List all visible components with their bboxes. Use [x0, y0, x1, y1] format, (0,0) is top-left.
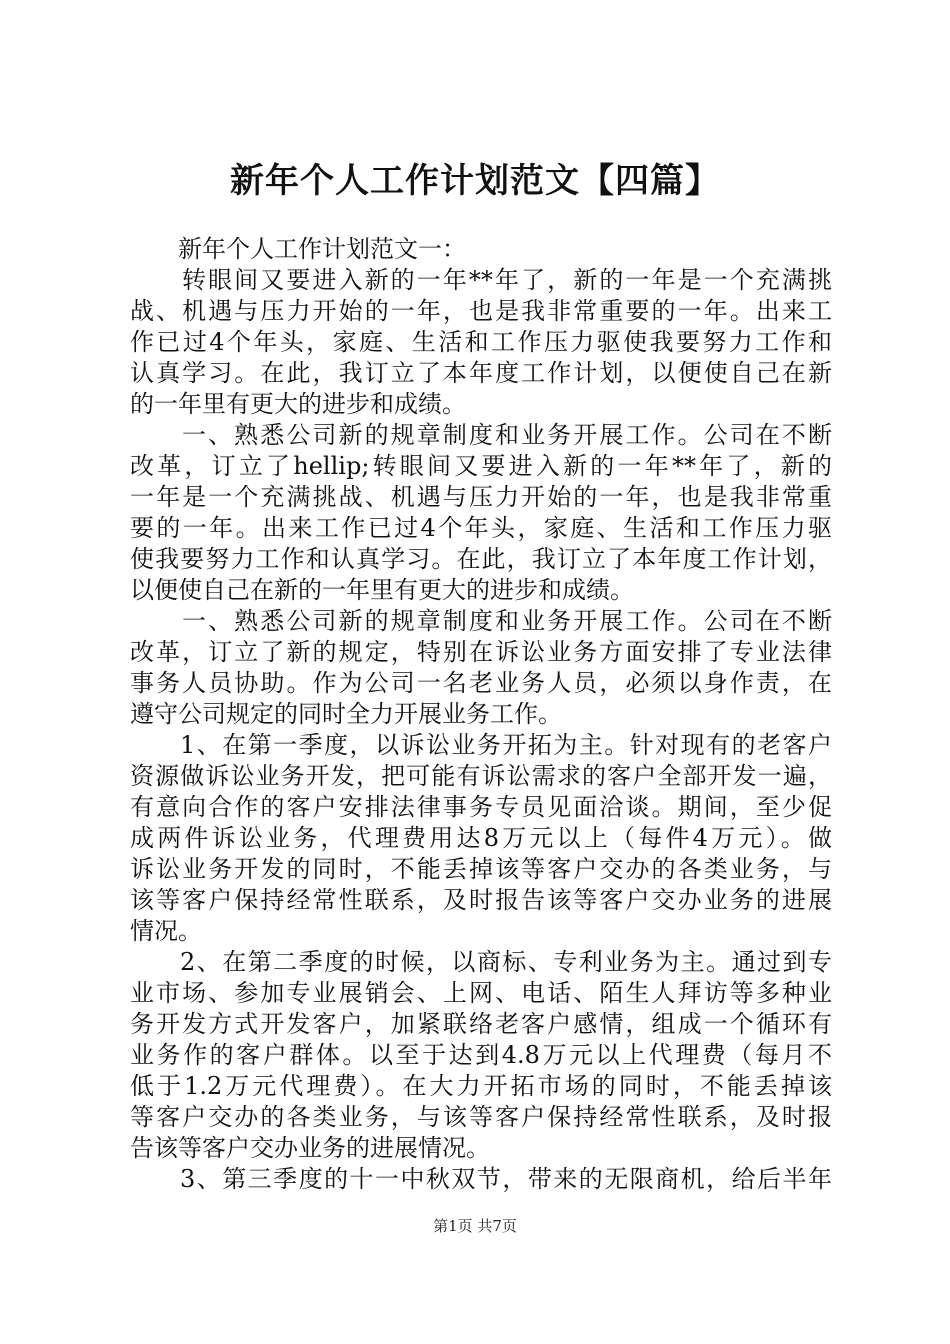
- paragraph-line: 2、在第二季度的时候，以商标、专利业务为主。通过到专: [180, 948, 832, 976]
- paragraph-line: 要的一年。出来工作已过4个年头，家庭、生活和工作压力驱: [130, 514, 832, 542]
- paragraph-line: 成两件诉讼业务，代理费用达8万元以上（每件4万元）。做: [130, 824, 832, 852]
- document-title: 新年个人工作计划范文【四篇】: [230, 161, 720, 201]
- paragraph-line: 有意向合作的客户安排法律事务专员见面洽谈。期间，至少促: [130, 793, 832, 821]
- paragraph-line: 情况。: [130, 917, 202, 945]
- paragraph-line: 一、熟悉公司新的规章制度和业务开展工作。公司在不断: [182, 421, 832, 449]
- paragraph-line: 告该等客户交办业务的进展情况。: [130, 1134, 490, 1162]
- paragraph-line: 事务人员协助。作为公司一名老业务人员，必须以身作责，在: [130, 669, 832, 697]
- paragraph-line: 资源做诉讼业务开发，把可能有诉讼需求的客户全部开发一遍，: [130, 762, 832, 790]
- paragraph-line: 务开发方式开发客户，加紧联络老客户感情，组成一个循环有: [130, 1010, 832, 1038]
- paragraph-line: 一年是一个充满挑战、机遇与压力开始的一年，也是我非常重: [130, 483, 832, 511]
- paragraph-line: 的一年里有更大的进步和成绩。: [130, 390, 466, 418]
- paragraph-line: 使我要努力工作和认真学习。在此，我订立了本年度工作计划，: [130, 545, 832, 573]
- paragraph-line: 该等客户保持经常性联系，及时报告该等客户交办业务的进展: [130, 886, 832, 914]
- paragraph-line: 战、机遇与压力开始的一年，也是我非常重要的一年。出来工: [130, 297, 832, 325]
- paragraph-line: 作已过4个年头，家庭、生活和工作压力驱使我要努力工作和: [130, 328, 832, 356]
- page-footer: 第1页 共7页: [433, 1217, 517, 1235]
- paragraph-line: 低于1.2万元代理费）。在大力开拓市场的同时，不能丢掉该: [130, 1072, 832, 1100]
- paragraph-line: 转眼间又要进入新的一年**年了，新的一年是一个充满挑: [182, 266, 832, 294]
- paragraph-line: 诉讼业务开发的同时，不能丢掉该等客户交办的各类业务，与: [130, 855, 832, 883]
- paragraph-line: 等客户交办的各类业务，与该等客户保持经常性联系，及时报: [130, 1103, 832, 1131]
- paragraph-line: 改革，订立了hellip;转眼间又要进入新的一年**年了，新的: [130, 452, 832, 480]
- paragraph-line: 业市场、参加专业展销会、上网、电话、陌生人拜访等多种业: [130, 979, 832, 1007]
- paragraph-line: 改革，订立了新的规定，特别在诉讼业务方面安排了专业法律: [130, 638, 832, 666]
- paragraph-line: 认真学习。在此，我订立了本年度工作计划，以便使自己在新: [130, 359, 832, 387]
- paragraph-line: 3、第三季度的十一中秋双节，带来的无限商机，给后半年: [180, 1165, 832, 1193]
- paragraph-line: 业务作的客户群体。以至于达到4.8万元以上代理费（每月不: [130, 1041, 832, 1069]
- paragraph-line: 遵守公司规定的同时全力开展业务工作。: [130, 700, 562, 728]
- paragraph-line: 1、在第一季度，以诉讼业务开拓为主。针对现有的老客户: [180, 731, 832, 759]
- paragraph-line: 一、熟悉公司新的规章制度和业务开展工作。公司在不断: [182, 607, 832, 635]
- document-body: [130, 234, 832, 1195]
- paragraph-line: 以便使自己在新的一年里有更大的进步和成绩。: [130, 576, 634, 604]
- paragraph-line: 新年个人工作计划范文一：: [178, 235, 466, 263]
